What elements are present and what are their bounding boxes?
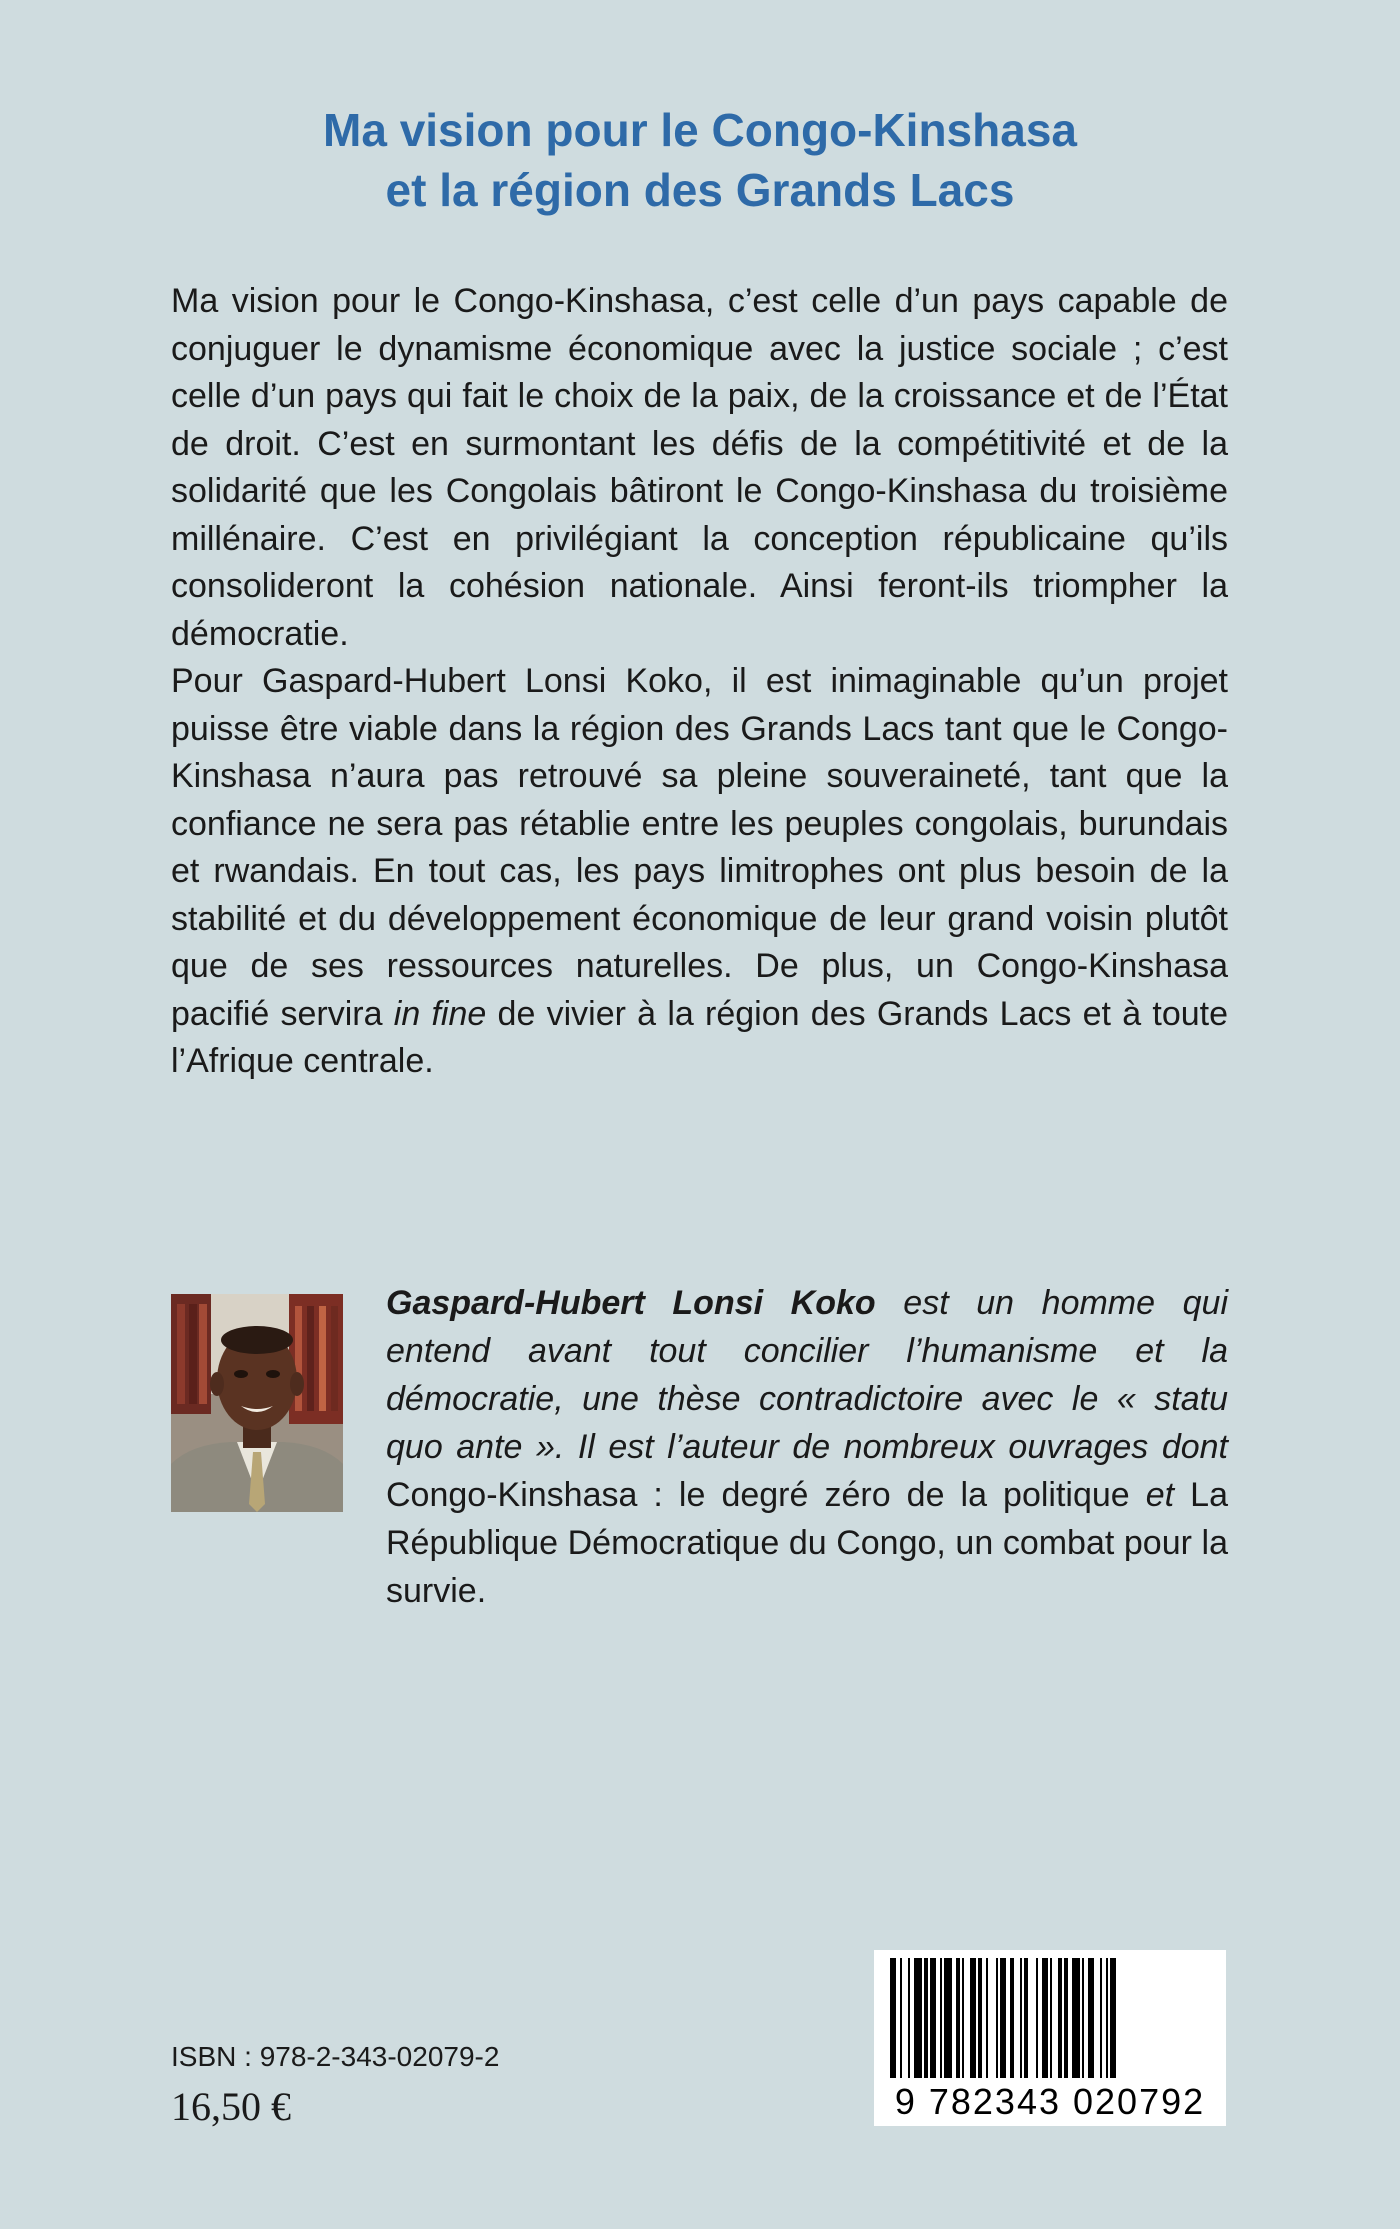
barcode-bar <box>1088 1958 1094 2078</box>
barcode-bar <box>1042 1958 1048 2078</box>
barcode-bar <box>944 1958 952 2078</box>
barcode-bar <box>986 1958 988 2078</box>
author-photo <box>171 1294 343 1512</box>
barcode-bar <box>978 1958 982 2078</box>
blurb-paragraph-2-start: Pour Gaspard-Hubert Lonsi Koko, il est inimaginable qu’un projet puisse être viable dans la région des Grands Lacs tant que le Congo-Kinshasa n’aura pas retrouvé sa pleine souveraineté, tant que la confiance ne sera pas rétablie entre les peuples congolais, burundais et rwandais. En tout cas, les pays limitrophes ont plus besoin de la stabilité et du développement économique de leur grand voisin plutôt que de ses ressources naturelles. De plus, un Congo-Kinshasa pacifié servira <box>171 662 1228 1033</box>
barcode-bar <box>924 1958 928 2078</box>
barcode-bar <box>996 1958 998 2078</box>
barcode-bar <box>940 1958 942 2078</box>
book-title <box>0 100 1400 220</box>
book-title-line-2: et la région des Grands Lacs <box>385 164 1015 216</box>
barcode-bar <box>930 1958 936 2078</box>
barcode <box>874 1950 1226 2126</box>
author-bio-text: est un homme qui entend avant tout concilier l’humanisme et la démocratie, une thèse contradictoire avec le « statu quo ante ». Il est l’auteur de nombreux ouvrages dont <box>386 1284 1229 1466</box>
blurb-paragraph-1: Ma vision pour le Congo-Kinshasa, c’est celle d’un pays capable de conjuguer le dynamisme économique avec la justice sociale ; c’est celle d’un pays qui fait le choix de la paix, de la croissance et de l’État de droit. C’est en surmontant les défis de la compétitivité et de la solidarité que les Congolais bâtiront le Congo-Kinshasa du troisième millénaire. C’est en privilégiant la conception républicaine qu’ils consolideront la cohésion nationale. Ainsi feront-ils triompher la démocratie. <box>171 282 1228 653</box>
barcode-bar <box>1020 1958 1022 2078</box>
author-work-1: Congo-Kinshasa : le degré zéro de la politique <box>386 1476 1130 1514</box>
barcode-bar <box>970 1958 976 2078</box>
author-bio-conjunction: et <box>1129 1476 1191 1514</box>
barcode-bar <box>956 1958 960 2078</box>
author-bio <box>386 1279 1228 1615</box>
barcode-bar <box>1082 1958 1084 2078</box>
barcode-bar <box>1064 1958 1068 2078</box>
barcode-bar <box>1106 1958 1108 2078</box>
price-label: 16,50 € <box>171 2084 291 2129</box>
isbn-label: ISBN : 978-2-343-02079-2 <box>171 2041 500 2072</box>
blurb-paragraph-2 <box>171 658 1228 1086</box>
barcode-bar <box>908 1958 910 2078</box>
barcode-bar <box>1100 1958 1102 2078</box>
author-work-2: La République Démocratique du Congo, un combat pour la survie. <box>386 1476 1228 1610</box>
barcode-bar <box>1058 1958 1062 2078</box>
barcode-bar <box>890 1958 896 2078</box>
barcode-bar <box>1024 1958 1028 2078</box>
author-name: Gaspard-Hubert Lonsi Koko <box>386 1284 876 1322</box>
barcode-bar <box>914 1958 922 2078</box>
back-cover-blurb <box>171 278 1228 1086</box>
barcode-bar <box>1000 1958 1006 2078</box>
author-portrait-image <box>171 1294 343 1512</box>
barcode-bar <box>1110 1958 1116 2078</box>
barcode-bar <box>900 1958 902 2078</box>
barcode-digits: 9 782343 020792 <box>894 2081 1206 2122</box>
barcode-bar <box>962 1958 964 2078</box>
barcode-bar <box>1050 1958 1052 2078</box>
barcode-bar <box>1010 1958 1014 2078</box>
barcode-bar <box>1072 1958 1080 2078</box>
book-title-line-1: Ma vision pour le Congo-Kinshasa <box>323 104 1077 156</box>
barcode-bar <box>1036 1958 1038 2078</box>
blurb-italic-phrase: in fine <box>393 994 487 1033</box>
blurb-paragraph-2-end: de vivier à la région des Grands Lacs et à toute l’Afrique centrale. <box>171 994 1228 1080</box>
